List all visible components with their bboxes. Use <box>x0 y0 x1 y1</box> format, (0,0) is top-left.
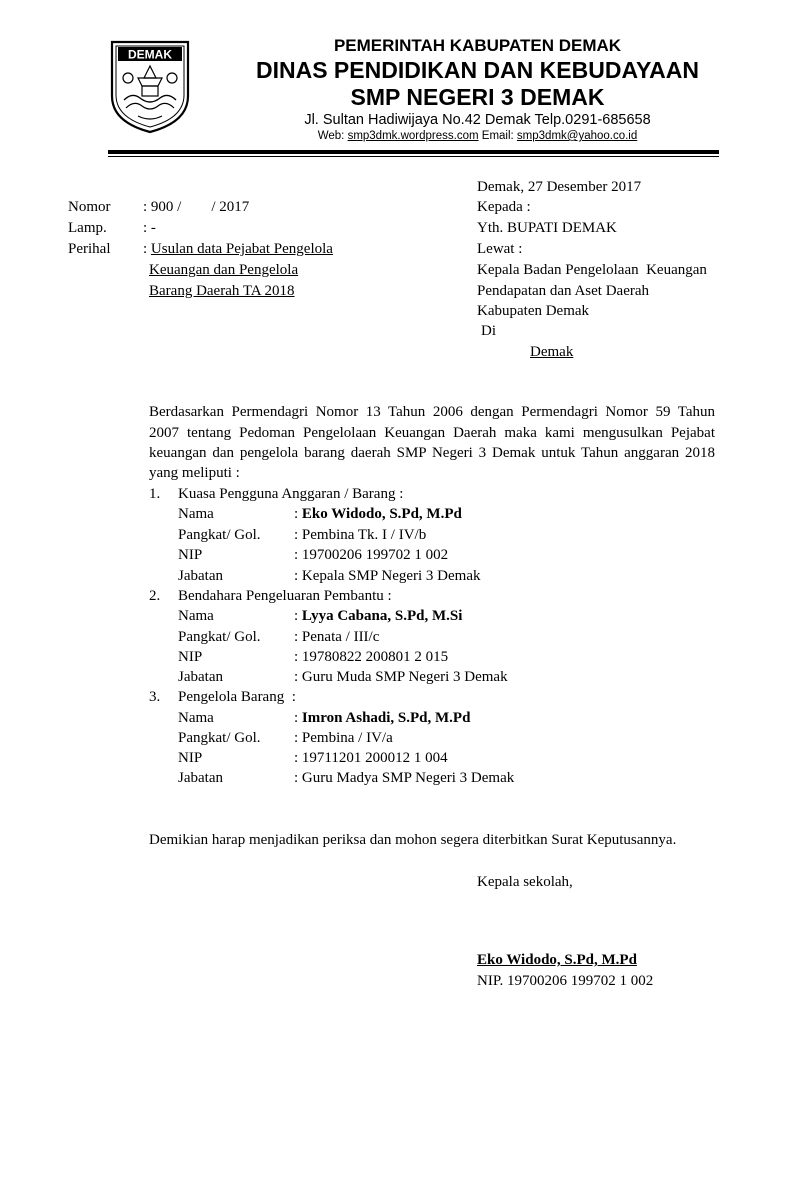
section-3-nip-label: NIP <box>178 750 203 766</box>
section-1-jabatan-label: Jabatan <box>178 568 223 584</box>
section-1-nip: : 19700206 199702 1 002 <box>294 547 449 563</box>
lewat-label: Lewat : <box>477 241 523 257</box>
perihal-text-1: Usulan data Pejabat Pengelola <box>150 241 333 257</box>
section-1-nama-value: Eko Widodo, S.Pd, M.Pd <box>301 506 462 522</box>
web-label: Web: <box>317 130 348 142</box>
letterhead-school: SMP NEGERI 3 DEMAK <box>350 84 605 110</box>
section-1-nip-label: NIP <box>178 547 203 563</box>
via-line-2: Pendapatan dan Aset Daerah <box>477 283 650 299</box>
section-3-nip: : 19711201 200012 1 004 <box>294 750 448 766</box>
perihal-label: Perihal <box>68 241 111 257</box>
section-2-number: 2. <box>149 588 161 604</box>
letterhead-rule-thin <box>108 156 719 157</box>
section-1-jabatan: : Kepala SMP Negeri 3 Demak <box>294 568 481 584</box>
perihal-colon: : <box>143 241 151 257</box>
section-1-title: Kuasa Pengguna Anggaran / Barang : <box>178 486 404 502</box>
section-3-number: 3. <box>149 689 161 705</box>
section-2-pangkat-label: Pangkat/ Gol. <box>178 629 261 645</box>
intro-line-4: yang meliputi : <box>149 465 240 481</box>
section-3-jabatan-label: Jabatan <box>178 770 223 786</box>
nomor-value: : 900 / / 2017 <box>143 199 250 215</box>
letterhead-address: Jl. Sultan Hadiwijaya No.42 Demak Telp.0291-685658 <box>304 112 651 128</box>
name-colon: : <box>294 506 302 522</box>
email-link[interactable]: smp3dmk@yahoo.co.id <box>516 130 638 142</box>
section-3-nama-label: Nama <box>178 710 214 726</box>
section-2-nip: : 19780822 200801 2 015 <box>294 649 449 665</box>
section-2-jabatan-label: Jabatan <box>178 669 223 685</box>
letter-date: Demak, 27 Desember 2017 <box>477 179 642 195</box>
perihal-text-2: Keuangan dan Pengelola <box>149 262 299 278</box>
via-line-3: Kabupaten Demak <box>477 303 590 319</box>
closing-sentence: Demikian harap menjadikan periksa dan mohon segera diterbitkan Surat Keputusannya. <box>149 832 677 848</box>
letterhead-contact <box>200 129 755 143</box>
section-2-nip-label: NIP <box>178 649 203 665</box>
section-3-pangkat-label: Pangkat/ Gol. <box>178 730 261 746</box>
email-label: Email: <box>478 130 517 142</box>
lamp-value: : - <box>143 220 156 236</box>
perihal-line1 <box>143 239 333 259</box>
letterhead-department: DINAS PENDIDIKAN DAN KEBUDAYAAN <box>255 57 700 83</box>
intro-line-3: keuangan dan pengelola barang daerah SMP Negeri 3 Demak untuk Tahun anggaran 2018 <box>149 445 715 461</box>
signature-nip: NIP. 19700206 199702 1 002 <box>477 973 654 989</box>
recipient-name: Yth. BUPATI DEMAK <box>477 220 617 236</box>
section-2-nama <box>294 606 462 626</box>
intro-line-2: 2007 tentang Pedoman Pengelolaan Keuangan Daerah maka kami mengusulkan Pejabat <box>149 425 715 441</box>
section-1-nama-label: Nama <box>178 506 214 522</box>
di-label: Di <box>481 323 496 339</box>
lamp-label: Lamp. <box>68 220 107 236</box>
nomor-label: Nomor <box>68 199 111 215</box>
intro-line-1: Berdasarkan Permendagri Nomor 13 Tahun 2006 dengan Permendagri Nomor 59 Tahun <box>149 404 715 420</box>
web-link[interactable]: smp3dmk.wordpress.com <box>347 130 479 142</box>
letterhead-rule-thick <box>108 150 719 154</box>
kepada-label: Kepada : <box>477 199 531 215</box>
section-1-number: 1. <box>149 486 161 502</box>
name-colon: : <box>294 608 302 624</box>
section-2-nama-value: Lyya Cabana, S.Pd, M.Si <box>301 608 463 624</box>
section-3-jabatan: : Guru Madya SMP Negeri 3 Demak <box>294 770 515 786</box>
section-2-nama-label: Nama <box>178 608 214 624</box>
section-3-title: Pengelola Barang : <box>178 689 296 705</box>
signature-role: Kepala sekolah, <box>477 874 573 890</box>
section-1-pangkat-label: Pangkat/ Gol. <box>178 527 261 543</box>
section-2-jabatan: : Guru Muda SMP Negeri 3 Demak <box>294 669 508 685</box>
section-3-pangkat: : Pembina / IV/a <box>294 730 393 746</box>
letterhead-government: PEMERINTAH KABUPATEN DEMAK <box>333 36 622 55</box>
section-3-nama-value: Imron Ashadi, S.Pd, M.Pd <box>301 710 471 726</box>
name-colon: : <box>294 710 302 726</box>
logo-text: DEMAK <box>128 47 172 62</box>
section-2-title: Bendahara Pengeluaran Pembantu : <box>178 588 392 604</box>
signature-name: Eko Widodo, S.Pd, M.Pd <box>477 952 637 968</box>
via-line-1: Kepala Badan Pengelolaan Keuangan <box>477 262 707 278</box>
perihal-text-3: Barang Daerah TA 2018 <box>149 283 295 299</box>
demak-regency-logo <box>108 38 192 134</box>
section-3-nama <box>294 708 470 728</box>
section-1-nama <box>294 504 462 524</box>
recipient-city: Demak <box>530 344 574 360</box>
section-1-pangkat: : Pembina Tk. I / IV/b <box>294 527 427 543</box>
section-2-pangkat: : Penata / III/c <box>294 629 380 645</box>
